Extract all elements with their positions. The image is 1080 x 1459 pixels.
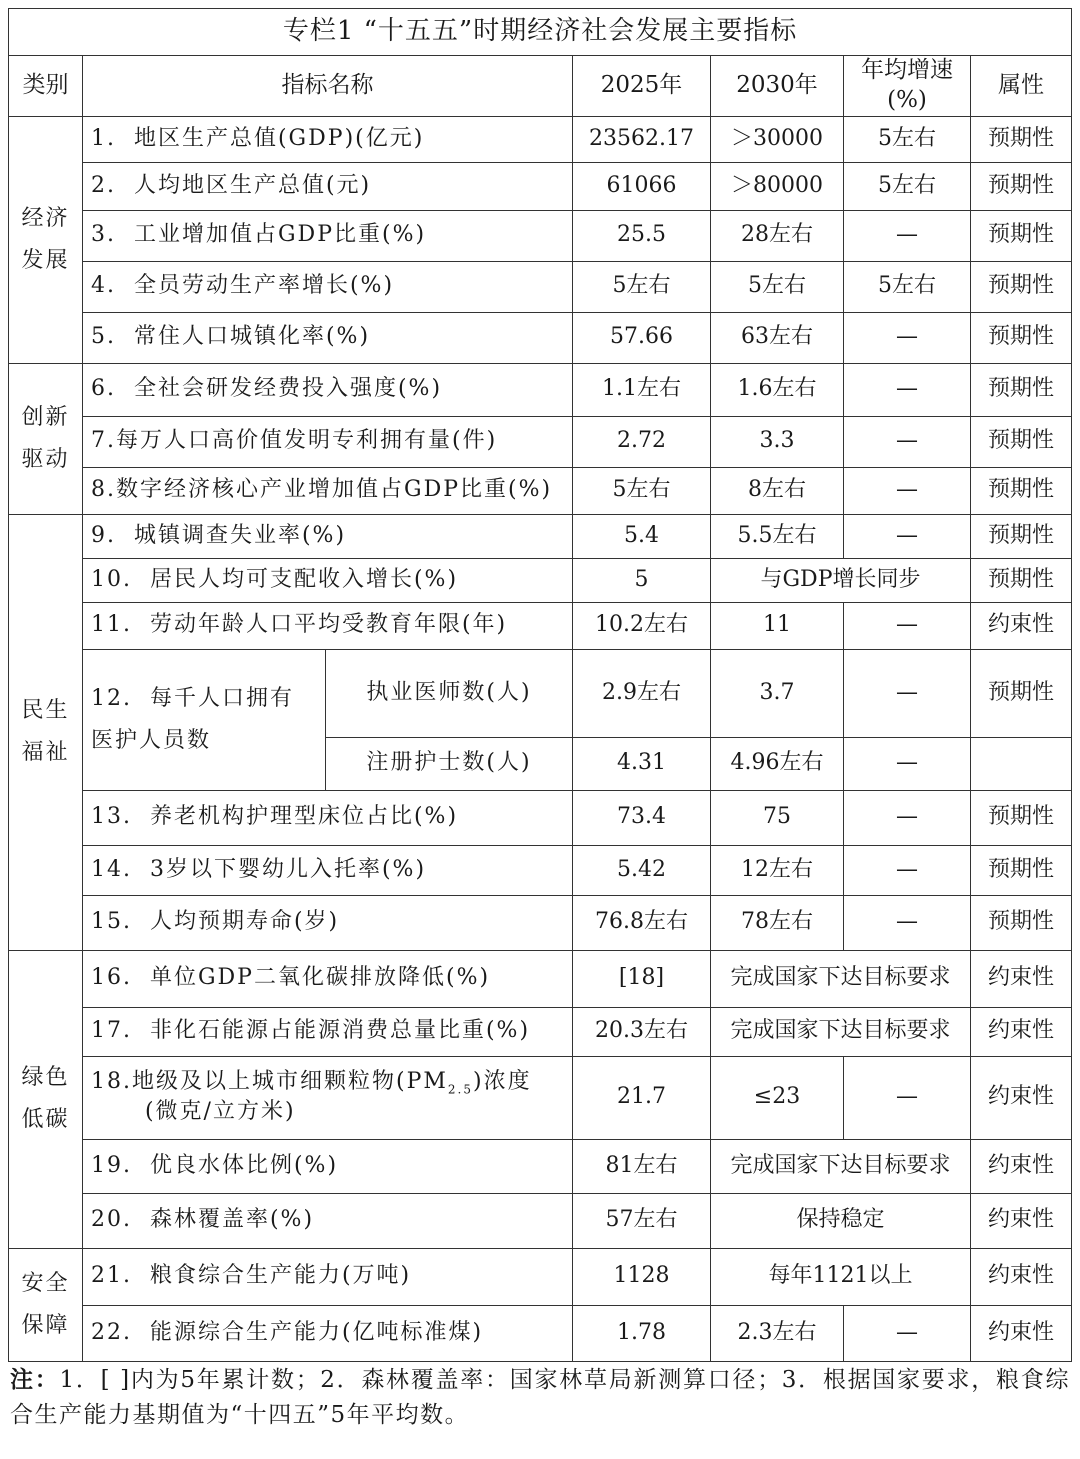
table-row xyxy=(9,558,1072,602)
table-row xyxy=(9,1193,1072,1248)
table-row xyxy=(9,416,1072,467)
attribute: 预期性 xyxy=(971,363,1072,416)
value-2025: 10.2左右 xyxy=(573,602,711,649)
header-indicator-name: 指标名称 xyxy=(83,56,573,117)
header-attribute: 属性 xyxy=(971,56,1072,117)
header-2025: 2025年 xyxy=(573,56,711,117)
target-2030-merged: 每年1121以上 xyxy=(711,1248,971,1305)
table-row xyxy=(9,210,1072,261)
indicator-name: 7.每万人口高价值发明专利拥有量(件) xyxy=(83,416,573,467)
attribute: 约束性 xyxy=(971,1193,1072,1248)
growth-rate: — xyxy=(844,845,971,895)
indicator-name: 18.地级及以上城市细颗粒物$(PM_{2.5})$浓度 (微克/立方米) xyxy=(83,1056,573,1139)
indicator-name: 16. 单位GDP二氧化碳排放降低(%) xyxy=(83,950,573,1007)
attribute: 预期性 xyxy=(971,845,1072,895)
indicator-name: 5. 常住人口城镇化率(%) xyxy=(83,312,573,363)
attribute: 预期性 xyxy=(971,261,1072,312)
value-2025: 57左右 xyxy=(573,1193,711,1248)
value-2025: 61066 xyxy=(573,162,711,210)
attribute: 预期性 xyxy=(971,210,1072,261)
category-cell: 创新 驱动 xyxy=(9,363,83,514)
value-2030: ＞80000 xyxy=(711,162,844,210)
growth-rate: — xyxy=(844,895,971,950)
attribute: 预期性 xyxy=(971,312,1072,363)
value-2030: 63左右 xyxy=(711,312,844,363)
category-cell: 安全 保障 xyxy=(9,1248,83,1361)
growth-rate: — xyxy=(844,312,971,363)
attribute: 预期性 xyxy=(971,649,1072,737)
attribute: 预期性 xyxy=(971,558,1072,602)
value-2030: 5.5左右 xyxy=(711,514,844,558)
attribute: 预期性 xyxy=(971,416,1072,467)
value-2025: 2.72 xyxy=(573,416,711,467)
table-row xyxy=(9,514,1072,558)
table-row xyxy=(9,116,1072,162)
table-row xyxy=(9,950,1072,1007)
header-category: 类别 xyxy=(9,56,83,117)
indicator-name: 10. 居民人均可支配收入增长(%) xyxy=(83,558,573,602)
target-2030-merged: 完成国家下达目标要求 xyxy=(711,1007,971,1056)
growth-rate: — xyxy=(844,1056,971,1139)
target-2030-merged: 完成国家下达目标要求 xyxy=(711,1139,971,1193)
attribute: 预期性 xyxy=(971,467,1072,514)
value-2025: 2.9左右 xyxy=(573,649,711,737)
indicator-name: 21. 粮食综合生产能力(万吨) xyxy=(83,1248,573,1305)
indicator-name: 17. 非化石能源占能源消费总量比重(%) xyxy=(83,1007,573,1056)
table-row xyxy=(9,162,1072,210)
attribute: 约束性 xyxy=(971,1139,1072,1193)
value-2025: 81左右 xyxy=(573,1139,711,1193)
growth-rate: — xyxy=(844,790,971,845)
value-2030: 1.6左右 xyxy=(711,363,844,416)
attribute: 预期性 xyxy=(971,162,1072,210)
value-2025: 21.7 xyxy=(573,1056,711,1139)
target-2030-merged: 完成国家下达目标要求 xyxy=(711,950,971,1007)
value-2025: [18] xyxy=(573,950,711,1007)
value-2030: ＞30000 xyxy=(711,116,844,162)
attribute: 预期性 xyxy=(971,116,1072,162)
footnote-text: 1．[ ]内为5年累计数；2．森林覆盖率：国家林草局新测算口径；3．根据国家要求，粮食综合生产能力基期值为“十四五”5年平均数。 xyxy=(10,1367,1071,1428)
indicator-name: 19. 优良水体比例(%) xyxy=(83,1139,573,1193)
value-2025: 25.5 xyxy=(573,210,711,261)
table-row xyxy=(9,602,1072,649)
table-row xyxy=(9,845,1072,895)
growth-rate: — xyxy=(844,363,971,416)
growth-rate: — xyxy=(844,737,971,790)
indicator-name: 14. 3岁以下婴幼儿入托率(%) xyxy=(83,845,573,895)
sub-indicator-name: 注册护士数(人) xyxy=(326,737,573,790)
target-2030-merged: 保持稳定 xyxy=(711,1193,971,1248)
attribute: 约束性 xyxy=(971,1248,1072,1305)
attribute: 约束性 xyxy=(971,1056,1072,1139)
table-row xyxy=(9,649,1072,737)
growth-rate: 5左右 xyxy=(844,116,971,162)
indicator-name: 15. 人均预期寿命(岁) xyxy=(83,895,573,950)
attribute: 约束性 xyxy=(971,602,1072,649)
value-2025: 5.42 xyxy=(573,845,711,895)
attribute: 约束性 xyxy=(971,1007,1072,1056)
table-row xyxy=(9,261,1072,312)
attribute: 预期性 xyxy=(971,895,1072,950)
value-2030: 3.7 xyxy=(711,649,844,737)
value-2025: 5左右 xyxy=(573,261,711,312)
category-cell: 绿色 低碳 xyxy=(9,950,83,1248)
indicator-name: 13. 养老机构护理型床位占比(%) xyxy=(83,790,573,845)
value-2030: 28左右 xyxy=(711,210,844,261)
attribute: 约束性 xyxy=(971,950,1072,1007)
indicator-name: 9. 城镇调查失业率(%) xyxy=(83,514,573,558)
value-2025: 73.4 xyxy=(573,790,711,845)
indicator-name: 6. 全社会研发经费投入强度(%) xyxy=(83,363,573,416)
header-2030: 2030年 xyxy=(711,56,844,117)
table-row xyxy=(9,467,1072,514)
value-2025: 5 xyxy=(573,558,711,602)
target-2030-merged: 与GDP增长同步 xyxy=(711,558,971,602)
table-row xyxy=(9,1056,1072,1139)
value-2030: 8左右 xyxy=(711,467,844,514)
indicator-name: 4. 全员劳动生产率增长(%) xyxy=(83,261,573,312)
table-row xyxy=(9,1248,1072,1305)
indicator-name: 22. 能源综合生产能力(亿吨标准煤) xyxy=(83,1305,573,1361)
value-2025: 4.31 xyxy=(573,737,711,790)
table-row xyxy=(9,1305,1072,1361)
indicator-name: 3. 工业增加值占GDP比重(%) xyxy=(83,210,573,261)
header-growth: 年均增速(%) xyxy=(844,56,971,117)
value-2025: 5.4 xyxy=(573,514,711,558)
table-row xyxy=(9,790,1072,845)
growth-rate: — xyxy=(844,416,971,467)
value-2025: 57.66 xyxy=(573,312,711,363)
sub-indicator-name: 执业医师数(人) xyxy=(326,649,573,737)
value-2030: ≤23 xyxy=(711,1056,844,1139)
category-cell: 民生 福祉 xyxy=(9,514,83,950)
indicator-table xyxy=(8,8,1072,1362)
growth-rate: 5左右 xyxy=(844,162,971,210)
value-2025: 1128 xyxy=(573,1248,711,1305)
value-2030: 3.3 xyxy=(711,416,844,467)
footnote xyxy=(10,1362,1070,1433)
attribute: 预期性 xyxy=(971,514,1072,558)
attribute xyxy=(971,737,1072,790)
value-2030: 4.96左右 xyxy=(711,737,844,790)
table-row xyxy=(9,312,1072,363)
growth-rate: — xyxy=(844,649,971,737)
value-2025: 76.8左右 xyxy=(573,895,711,950)
value-2030: 5左右 xyxy=(711,261,844,312)
category-cell: 经济 发展 xyxy=(9,116,83,363)
value-2025: 1.1左右 xyxy=(573,363,711,416)
value-2030: 2.3左右 xyxy=(711,1305,844,1361)
value-2025: 20.3左右 xyxy=(573,1007,711,1056)
table-row xyxy=(9,363,1072,416)
value-2030: 78左右 xyxy=(711,895,844,950)
growth-rate: — xyxy=(844,210,971,261)
indicator-name: 11. 劳动年龄人口平均受教育年限(年) xyxy=(83,602,573,649)
value-2025: 5左右 xyxy=(573,467,711,514)
value-2025: 23562.17 xyxy=(573,116,711,162)
value-2030: 11 xyxy=(711,602,844,649)
growth-rate: — xyxy=(844,467,971,514)
attribute: 预期性 xyxy=(971,790,1072,845)
value-2030: 12左右 xyxy=(711,845,844,895)
indicator-name: 8.数字经济核心产业增加值占GDP比重(%) xyxy=(83,467,573,514)
table-title: 专栏1 “十五五”时期经济社会发展主要指标 xyxy=(9,9,1072,56)
table-row xyxy=(9,1007,1072,1056)
table-row xyxy=(9,895,1072,950)
value-2025: 1.78 xyxy=(573,1305,711,1361)
attribute: 约束性 xyxy=(971,1305,1072,1361)
value-2030: 75 xyxy=(711,790,844,845)
growth-rate: 5左右 xyxy=(844,261,971,312)
table-row xyxy=(9,1139,1072,1193)
growth-rate: — xyxy=(844,602,971,649)
footnote-label: 注： xyxy=(10,1366,60,1393)
indicator-name: 2. 人均地区生产总值(元) xyxy=(83,162,573,210)
indicator-name: 1. 地区生产总值(GDP)(亿元) xyxy=(83,116,573,162)
growth-rate: — xyxy=(844,1305,971,1361)
indicator-name: 20. 森林覆盖率(%) xyxy=(83,1193,573,1248)
growth-rate: — xyxy=(844,514,971,558)
indicator-name: 12. 每千人口拥有 医护人员数 xyxy=(83,649,326,790)
